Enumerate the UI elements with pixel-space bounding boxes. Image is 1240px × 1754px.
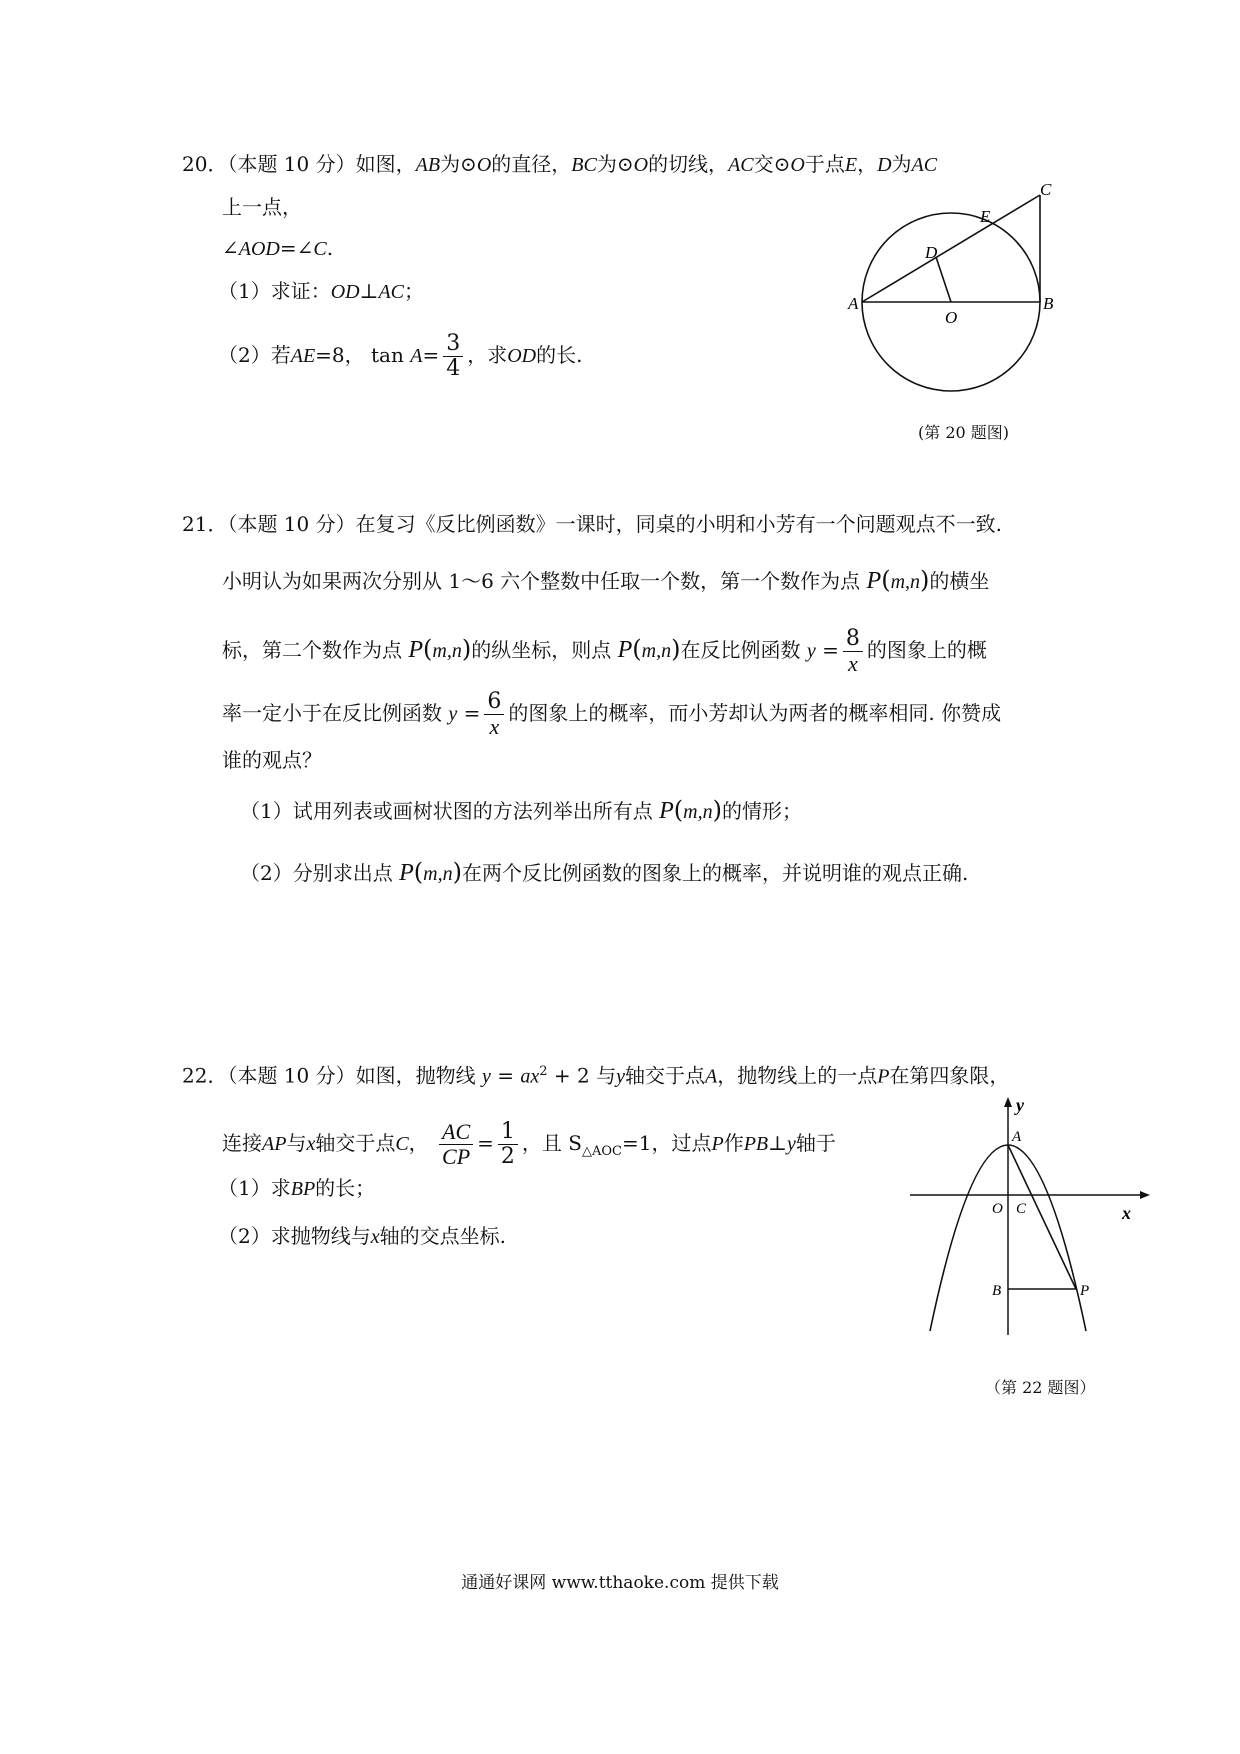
- q20-line-2: 上一点，: [222, 195, 302, 219]
- q21-part-2: （2）分别求出点 P(m,n)在两个反比例函数的图象上的概率，并说明谁的观点正确.: [240, 858, 969, 886]
- q21-line-1: 21．（本题 10 分）在复习《反比例函数》一课时，同桌的小明和小芳有一个问题观点不一致.: [182, 512, 1002, 536]
- q20-line-3: ∠AOD=∠C.: [222, 236, 334, 260]
- q20-figure: [850, 180, 1080, 400]
- label-e: E: [980, 207, 991, 226]
- q20-caption: (第 20 题图): [918, 423, 1010, 442]
- label-c: C: [1016, 1201, 1027, 1217]
- q21-line-5: 谁的观点？: [222, 748, 322, 772]
- segment-od: [936, 257, 951, 302]
- label-a: A: [848, 294, 859, 313]
- q22-figure: [900, 1095, 1160, 1355]
- q20-line-1: 20．（本题 10 分）如图，AB为⊙O的直径，BC为⊙O的切线，AC交⊙O于点E，D为AC: [182, 152, 938, 176]
- q22-line-1: 22．（本题 10 分）如图，抛物线 $y = ax^2 + 2$ 与y轴交于点A，抛物线上的一点P在第四象限，: [182, 1063, 1010, 1088]
- q21-line-2: 小明认为如果两次分别从 1～6 六个整数中任取一个数，第一个数作为点 P(m,n)的横坐: [222, 566, 990, 594]
- fraction-one-half: $\frac{1}{2}$: [498, 1120, 518, 1169]
- q22-part-1: （1）求BP的长；: [218, 1176, 376, 1200]
- x-axis-arrow: [1140, 1191, 1150, 1199]
- label-c: C: [1040, 180, 1052, 199]
- fraction-6-over-x: $\frac{6}{x}$: [484, 690, 504, 739]
- tan-fraction: $\frac{3}{4}$: [443, 332, 463, 381]
- footer: 通通好课网 www.tthaoke.com 提供下载: [461, 1573, 779, 1593]
- label-a: A: [1012, 1129, 1022, 1145]
- q20-part-2: （2）若AE=8， tan A= $\frac{3}{4}$ ，求OD的长.: [218, 331, 583, 381]
- q21-line-4: 率一定小于在反比例函数 y = $\frac{6}{x}$ 的图象上的概率，而小芳却认为两者的概率相同. 你赞成: [222, 689, 1002, 739]
- q22-caption: （第 22 题图）: [985, 1378, 1096, 1397]
- q20-part-1: （1）求证：OD⊥AC；: [218, 279, 424, 303]
- label-y: y: [1016, 1095, 1024, 1115]
- label-b: B: [992, 1283, 1002, 1299]
- fraction-8-over-x: $\frac{8}{x}$: [843, 627, 863, 676]
- label-o: O: [945, 308, 958, 327]
- y-axis-arrow: [1004, 1097, 1012, 1107]
- q22-line-2: 连接AP与x轴交于点C， $\frac{AC}{CP}$ = $\frac{1}{2}$ ，且 $S_{\triangle AOC}=1$，过点P作PB⊥y轴于: [222, 1119, 836, 1169]
- label-o: O: [992, 1201, 1003, 1217]
- label-b: B: [1043, 294, 1054, 313]
- label-p: P: [1080, 1283, 1090, 1299]
- label-d: D: [925, 243, 938, 262]
- q21-line-3: 标，第二个数作为点 P(m,n)的纵坐标，则点 P(m,n)在反比例函数 y = $\frac{8}{x}$ 的图象上的概: [222, 626, 987, 676]
- segment-ac: [862, 195, 1040, 302]
- fraction-ac-over-cp: $\frac{AC}{CP}$: [439, 1120, 473, 1169]
- q22-part-2: （2）求抛物线与x轴的交点坐标.: [218, 1224, 506, 1248]
- q21-part-1: （1）试用列表或画树状图的方法列举出所有点 P(m,n)的情形；: [240, 796, 802, 824]
- segment-ap: [1008, 1145, 1076, 1289]
- label-x: x: [1122, 1203, 1131, 1223]
